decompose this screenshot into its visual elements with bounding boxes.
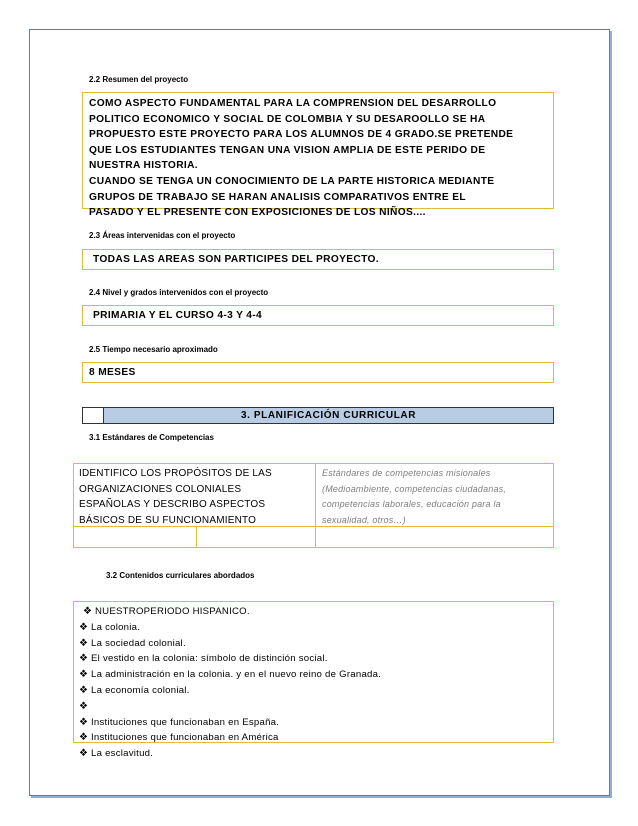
list-item — [79, 683, 548, 699]
list-item-text: Instituciones que funcionaban en América — [91, 732, 279, 744]
list-item — [79, 636, 548, 652]
estandar-hint-line: sexualidad, otros…) — [322, 514, 406, 525]
summary-line: GRUPOS DE TRABAJO SE HARAN ANALISIS COMPARATIVOS ENTRE EL — [89, 191, 466, 203]
diamond-bullet-icon: ❖ — [79, 716, 89, 728]
list-item-text: La sociedad colonial. — [91, 637, 186, 649]
planificacion-title: 3. PLANIFICACIÓN CURRICULAR — [104, 408, 553, 423]
summary-line: NUESTRA HISTORIA. — [89, 160, 198, 172]
contenidos-box — [73, 601, 554, 760]
diamond-bullet-icon: ❖ — [79, 669, 89, 681]
estandar-line: IDENTIFICO LOS PROPÓSITOS DE LAS — [79, 468, 272, 479]
label-resumen: 2.2 Resumen del proyecto — [89, 75, 189, 84]
empty-cell — [316, 527, 553, 548]
diamond-bullet-icon: ❖ — [79, 732, 89, 744]
estandar-line: ESPAÑOLAS Y DESCRIBO ASPECTOS — [79, 499, 266, 510]
nivel-box: PRIMARIA Y EL CURSO 4-3 Y 4-4 — [82, 305, 554, 326]
summary-box — [82, 92, 554, 219]
estandares-table — [73, 463, 554, 548]
label-areas: 2.3 Áreas intervenidas con el proyecto — [89, 231, 236, 240]
list-item-text: NUESTROPERIODO HISPANICO. — [95, 606, 250, 617]
estandar-hint-line: competencias laborales, educación para la — [322, 499, 501, 509]
diamond-bullet-icon: ❖ — [79, 748, 89, 760]
diamond-bullet-icon: ❖ — [79, 621, 89, 633]
list-item-text: La colonia. — [91, 621, 141, 633]
planificacion-stub-cell — [83, 408, 104, 423]
label-nivel: 2.4 Nivel y grados intervenidos con el proyecto — [89, 288, 269, 297]
estandar-cell — [74, 464, 316, 526]
estandar-line: ORGANIZACIONES COLONIALES — [79, 483, 242, 495]
diamond-bullet-icon: ❖ — [79, 684, 89, 696]
list-item — [79, 746, 548, 762]
label-estandares: 3.1 Estándares de Competencias — [89, 433, 214, 442]
list-item — [79, 604, 548, 620]
areas-box: TODAS LAS AREAS SON PARTICIPES DEL PROYECTO. — [82, 249, 554, 270]
summary-line: CUANDO SE TENGA UN CONOCIMIENTO DE LA PARTE HISTORICA MEDIANTE — [89, 175, 495, 187]
list-item-text: El vestido en la colonia: símbolo de distinción social. — [91, 653, 328, 665]
estandar-hint-line: Estándares de competencias misionales — [322, 468, 491, 478]
diamond-bullet-icon: ❖ — [79, 637, 89, 649]
empty-cell — [74, 527, 197, 548]
diamond-bullet-icon: ❖ — [83, 606, 93, 617]
estandar-hint-cell — [316, 464, 553, 526]
list-item — [79, 699, 548, 715]
empty-cell — [197, 527, 316, 548]
estandar-line: BÁSICOS DE SU FUNCIONAMIENTO — [79, 514, 257, 526]
list-item-text: La esclavitud. — [91, 748, 154, 760]
diamond-bullet-icon: ❖ — [79, 653, 89, 665]
list-item — [79, 730, 548, 746]
diamond-bullet-icon: ❖ — [79, 700, 89, 712]
list-item — [79, 651, 548, 667]
label-tiempo: 2.5 Tiempo necesario aproximado — [89, 345, 218, 354]
list-item-text: La administración en la colonia. y en el nuevo reino de Granada. — [91, 669, 382, 681]
summary-line: PASADO Y EL PRESENTE CON EXPOSICIONES DE LOS NIÑOS.... — [89, 207, 426, 219]
planificacion-header — [82, 407, 554, 424]
summary-line: COMO ASPECTO FUNDAMENTAL PARA LA COMPRENSION DEL DESARROLLO — [89, 98, 497, 109]
summary-line: PROPUESTO ESTE PROYECTO PARA LOS ALUMNOS DE 4 GRADO.SE PRETENDE — [89, 129, 514, 141]
list-item — [79, 620, 548, 636]
summary-line: POLITICO ECONOMICO Y SOCIAL DE COLOMBIA Y SU DESAROOLLO SE HA — [89, 113, 486, 125]
list-item — [79, 667, 548, 683]
estandar-hint-line: (Medioambiente, competencias ciudadanas, — [322, 483, 507, 494]
list-item — [79, 715, 548, 731]
label-contenidos: 3.2 Contenidos curriculares abordados — [106, 571, 255, 580]
estandares-empty-row — [74, 526, 553, 548]
summary-line: QUE LOS ESTUDIANTES TENGAN UNA VISION AMPLIA DE ESTE PERIDO DE — [89, 144, 486, 156]
tiempo-box: 8 MESES — [82, 362, 554, 383]
list-item-text: La economía colonial. — [91, 684, 190, 696]
list-item-text: Instituciones que funcionaban en España. — [91, 716, 280, 728]
